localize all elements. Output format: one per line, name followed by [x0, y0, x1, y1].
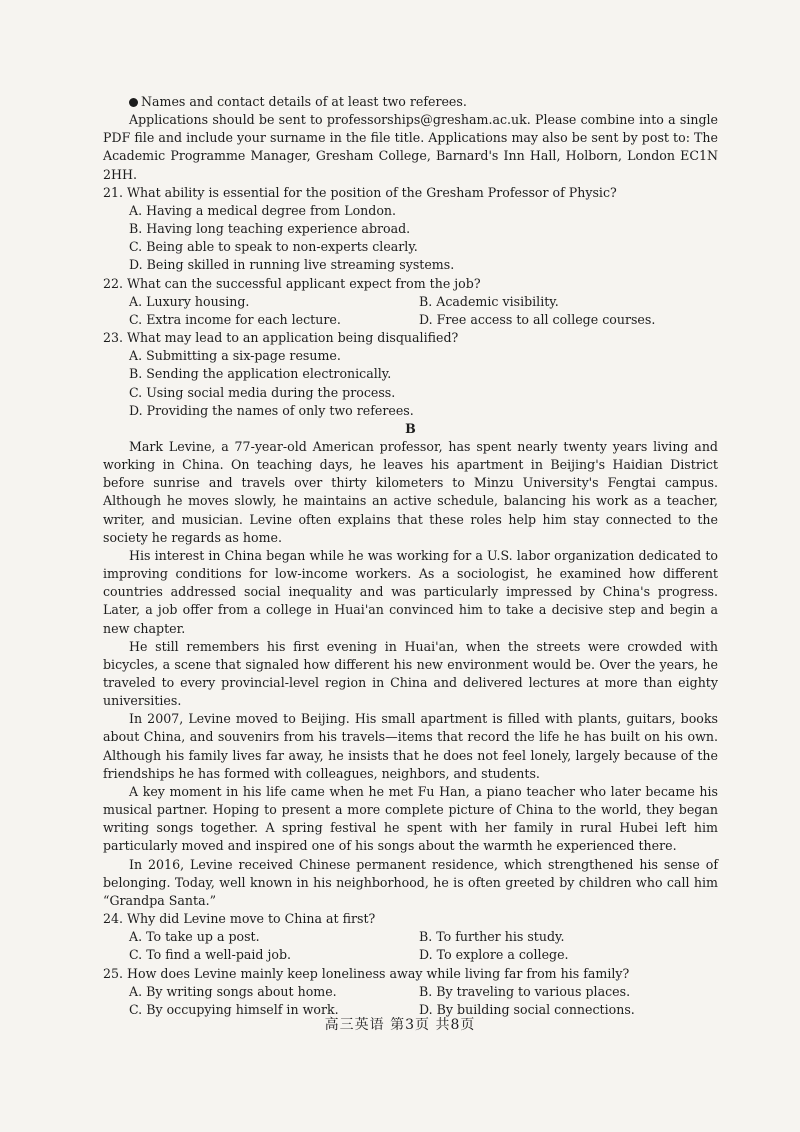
- question-23: [103, 329, 718, 420]
- option-c: C. By occupying himself in work.: [129, 1001, 339, 1017]
- passage-paragraph: Mark Levine, a 77-year-old American professor, has spent nearly twenty years living and working in China. On teaching days, he leaves his apartment in Beijing's Haidian District before sunrise and travels over thirty kilometers to Minzu University's Fengtai campus. Although he moves slowly, he maintains an active schedule, balancing his work as a teacher, writer, and musician. Levine often explains that these roles help him stay connected to the society he regards as home.: [103, 438, 718, 545]
- option-a: A. By writing songs about home.: [129, 983, 337, 999]
- option-d: D. To explore a college.: [419, 947, 569, 963]
- question-25: [103, 965, 718, 1019]
- passage-paragraph: His interest in China began while he was working for a U.S. labor organization dedicated to improving conditions for low-income workers. As a sociologist, he examined how different countries addressed social inequality and was particularly impressed by China's progress. Later, a job offer from a college in Huai'an convinced him to take a decisive step and begin a new chapter.: [103, 547, 718, 636]
- option-b: B. By traveling to various places.: [419, 983, 631, 999]
- option-a: A. Luxury housing.: [129, 293, 250, 309]
- option-c: C. Being able to speak to non-experts clearly.: [129, 239, 418, 255]
- question-stem: 25. How does Levine mainly keep loneliness away while living far from his family?: [103, 965, 630, 981]
- option-c: C. To find a well-paid job.: [129, 947, 292, 963]
- question-stem: 24. Why did Levine move to China at first?: [103, 911, 376, 927]
- option-c: C. Extra income for each lecture.: [129, 311, 341, 327]
- option-d: D. Being skilled in running live streaming systems.: [129, 257, 455, 273]
- option-b: B. Sending the application electronically.: [129, 366, 392, 382]
- option-d: D. Free access to all college courses.: [419, 311, 656, 327]
- passage-paragraph: He still remembers his first evening in Huai'an, when the streets were crowded with bicycles, a scene that signaled how different his new environment would be. Over the years, he traveled to every provincial-level region in China and delivered lectures at more than eighty universities.: [103, 638, 718, 709]
- passage-b: [103, 438, 718, 910]
- question-24: [103, 910, 718, 964]
- option-b: B. To further his study.: [419, 929, 565, 945]
- option-c: C. Using social media during the process.: [129, 384, 396, 400]
- passage-paragraph: In 2007, Levine moved to Beijing. His small apartment is filled with plants, guitars, books about China, and souvenirs from his travels—items that record the life he has built on his own. Although his family lives far away, he insists that he does not feel lonely, largely because of the friendships he has formed with colleagues, neighbors, and students.: [103, 711, 718, 781]
- option-d: D. Providing the names of only two referees.: [129, 402, 414, 418]
- question-21: [103, 184, 718, 275]
- passage-paragraph: In 2016, Levine received Chinese permanent residence, which strengthened his sense of belonging. Today, well known in his neighborhood, he is often greeted by children who call him “Grandpa Santa.”: [103, 856, 718, 908]
- page-footer: 高三英语 第3页 共8页: [324, 1017, 476, 1033]
- question-22: [103, 275, 718, 329]
- option-a: A. Having a medical degree from London.: [129, 202, 397, 218]
- question-stem: 23. What may lead to an application being disqualified?: [103, 330, 459, 346]
- bullet-dot-icon: [129, 98, 138, 107]
- question-stem: 22. What can the successful applicant expect from the job?: [103, 275, 481, 291]
- option-b: B. Academic visibility.: [419, 293, 559, 309]
- referees-bullet: Names and contact details of at least two referees.: [129, 93, 718, 111]
- option-b: B. Having long teaching experience abroad.: [129, 221, 411, 237]
- option-a: A. Submitting a six-page resume.: [129, 348, 341, 364]
- option-a: A. To take up a post.: [129, 929, 260, 945]
- section-heading: B: [405, 420, 416, 436]
- option-d: D. By building social connections.: [419, 1001, 635, 1017]
- passage-paragraph: A key moment in his life came when he met Fu Han, a piano teacher who later became his musical partner. Hoping to present a more complete picture of China to the world, they began writing songs together. A spring festival he spent with her family in rural Hubei left him particularly moved and inspired one of his songs about the warmth he experienced there.: [103, 783, 718, 854]
- question-stem: 21. What ability is essential for the position of the Gresham Professor of Physic?: [103, 184, 617, 200]
- application-instructions: Applications should be sent to professorships@gresham.ac.uk. Please combine into a single PDF file and include your surname in the file title. Applications may also be sent by post to: The Academic Programme Manager, Gresham College, Barnard's Inn Hall, Holborn, London EC1N 2HH.: [103, 112, 718, 182]
